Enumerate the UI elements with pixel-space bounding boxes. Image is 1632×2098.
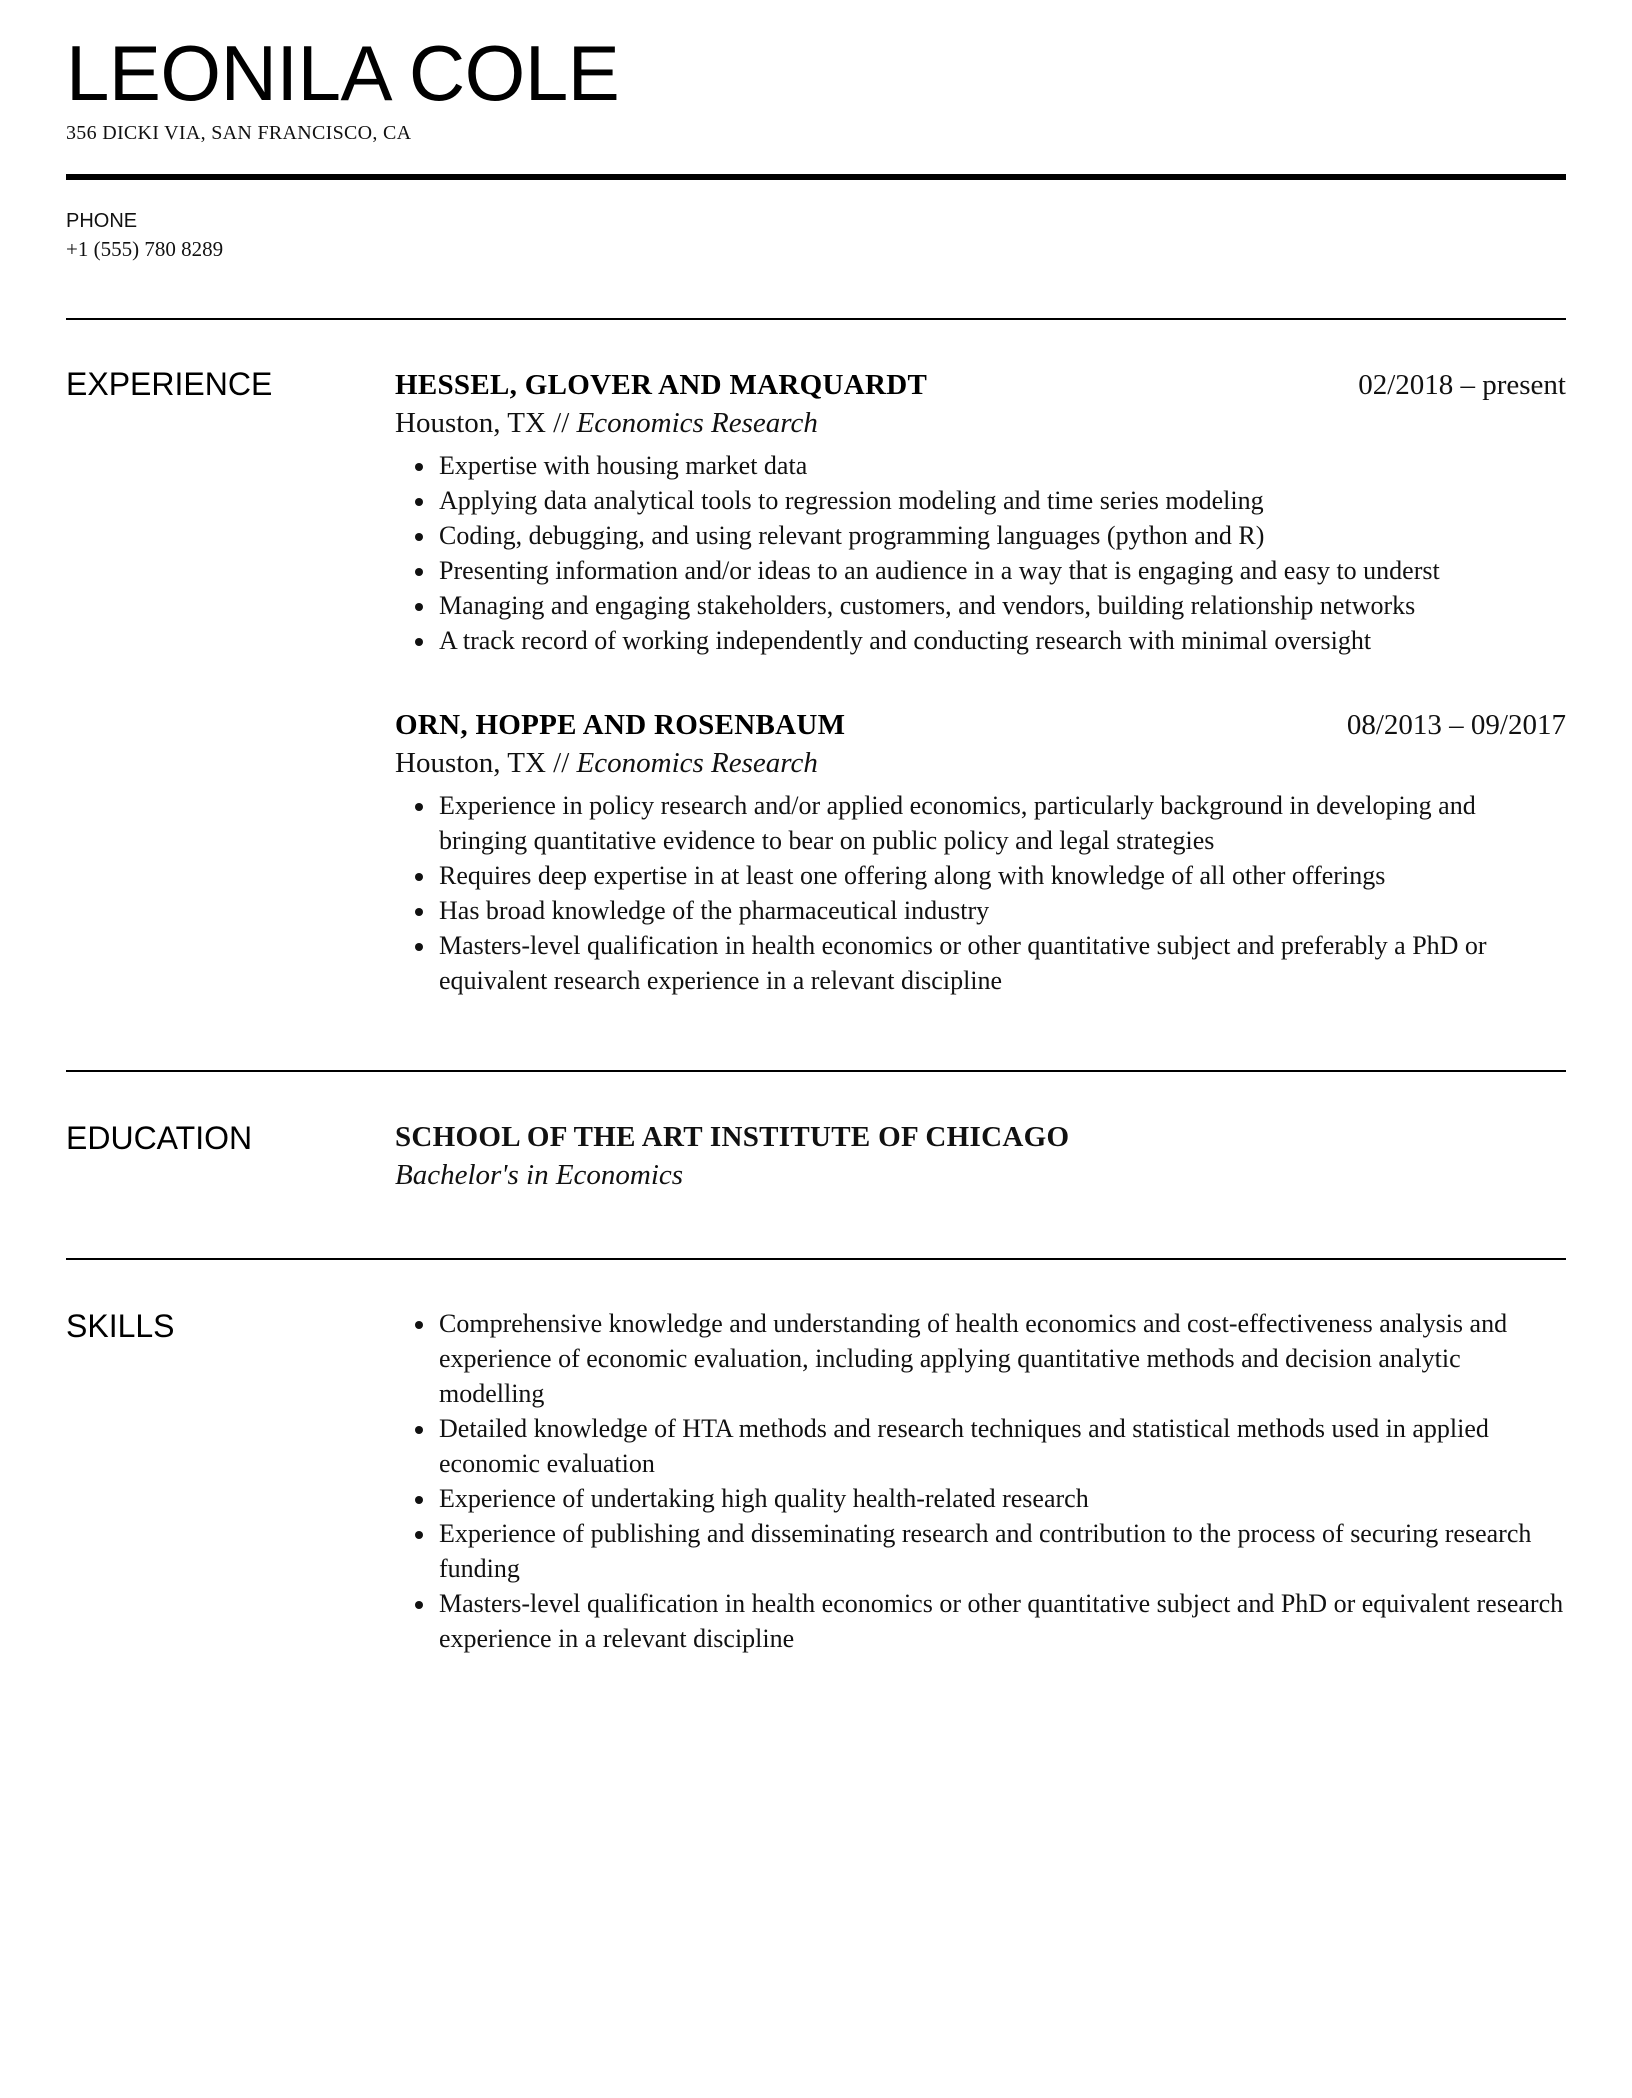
school-name: SCHOOL OF THE ART INSTITUTE OF CHICAGO <box>395 1121 1070 1153</box>
skills-list <box>395 1306 1566 1656</box>
job-bullet: • Experience in policy research and/or applied economics, particularly background in developing and bringing quantitative evidence to bear on public policy and legal strategies <box>437 788 1566 858</box>
skills-section <box>66 1306 1566 1656</box>
job-bullet: • A track record of working independently and conducting research with minimal oversight <box>437 623 1566 658</box>
skill-item: • Detailed knowledge of HTA methods and research techniques and statistical methods used in applied economic evaluation <box>437 1411 1566 1481</box>
job-bullet: • Expertise with housing market data <box>437 448 1566 483</box>
skill-item: • Masters-level qualification in health economics or other quantitative subject and PhD or equivalent research experience in a relevant discipline <box>437 1586 1566 1656</box>
job-location-line <box>395 744 1566 782</box>
job-bullet: • Masters-level qualification in health economics or other quantitative subject and preferably a PhD or equivalent research experience in a relevant discipline <box>437 928 1566 998</box>
experience-section <box>66 366 1566 998</box>
job-bullet: • Managing and engaging stakeholders, customers, and vendors, building relationship networks <box>437 588 1566 623</box>
candidate-name: LEONILA COLE <box>66 29 620 117</box>
job-company: ORN, HOPPE AND ROSENBAUM <box>395 709 846 741</box>
resume-page <box>66 0 1566 1656</box>
section-divider <box>66 318 1566 320</box>
job-header <box>395 366 1566 404</box>
job-bullet-list <box>395 448 1566 658</box>
skill-item: • Comprehensive knowledge and understanding of health economics and cost-effectiveness analysis and experience of economic evaluation, including applying quantitative methods and decision analytic modelling <box>437 1306 1566 1411</box>
address: 356 DICKI VIA, SAN FRANCISCO, CA <box>66 122 412 144</box>
job-bullet: • Requires deep expertise in at least one offering along with knowledge of all other offerings <box>437 858 1566 893</box>
contact-block <box>66 208 1566 264</box>
job-bullet: • Applying data analytical tools to regression modeling and time series modeling <box>437 483 1566 518</box>
section-title-education: EDUCATION <box>66 1120 253 1156</box>
skills-body <box>395 1306 1566 1656</box>
phone-label: PHONE <box>66 210 138 232</box>
job-bullet: • Coding, debugging, and using relevant programming languages (python and R) <box>437 518 1566 553</box>
job-bullet: • Has broad knowledge of the pharmaceutical industry <box>437 893 1566 928</box>
job-entry <box>395 706 1566 998</box>
education-section <box>66 1118 1566 1194</box>
degree: Bachelor's in Economics <box>395 1159 684 1191</box>
job-bullet-list <box>395 788 1566 998</box>
job-role: Economics Research <box>576 747 818 779</box>
job-header <box>395 706 1566 744</box>
section-title-skills: SKILLS <box>66 1308 175 1344</box>
header-divider <box>66 174 1566 180</box>
phone-value: +1 (555) 780 8289 <box>66 237 224 261</box>
job-company: HESSEL, GLOVER AND MARQUARDT <box>395 369 928 401</box>
skill-item: • Experience of undertaking high quality health-related research <box>437 1481 1566 1516</box>
section-divider <box>66 1070 1566 1072</box>
experience-body <box>395 366 1566 998</box>
skill-item: • Experience of publishing and disseminating research and contribution to the process of securing research funding <box>437 1516 1566 1586</box>
job-separator: // <box>553 407 570 439</box>
job-dates: 08/2013 – 09/2017 <box>1346 709 1566 741</box>
section-divider <box>66 1258 1566 1260</box>
job-bullet: • Presenting information and/or ideas to an audience in a way that is engaging and easy to underst <box>437 553 1566 588</box>
job-location: Houston, TX <box>395 407 546 439</box>
job-location: Houston, TX <box>395 747 546 779</box>
section-title-experience: EXPERIENCE <box>66 366 273 402</box>
job-role: Economics Research <box>576 407 818 439</box>
job-location-line <box>395 404 1566 442</box>
education-body <box>395 1118 1566 1194</box>
job-separator: // <box>553 747 570 779</box>
job-dates: 02/2018 – present <box>1358 369 1566 401</box>
job-entry <box>395 366 1566 658</box>
